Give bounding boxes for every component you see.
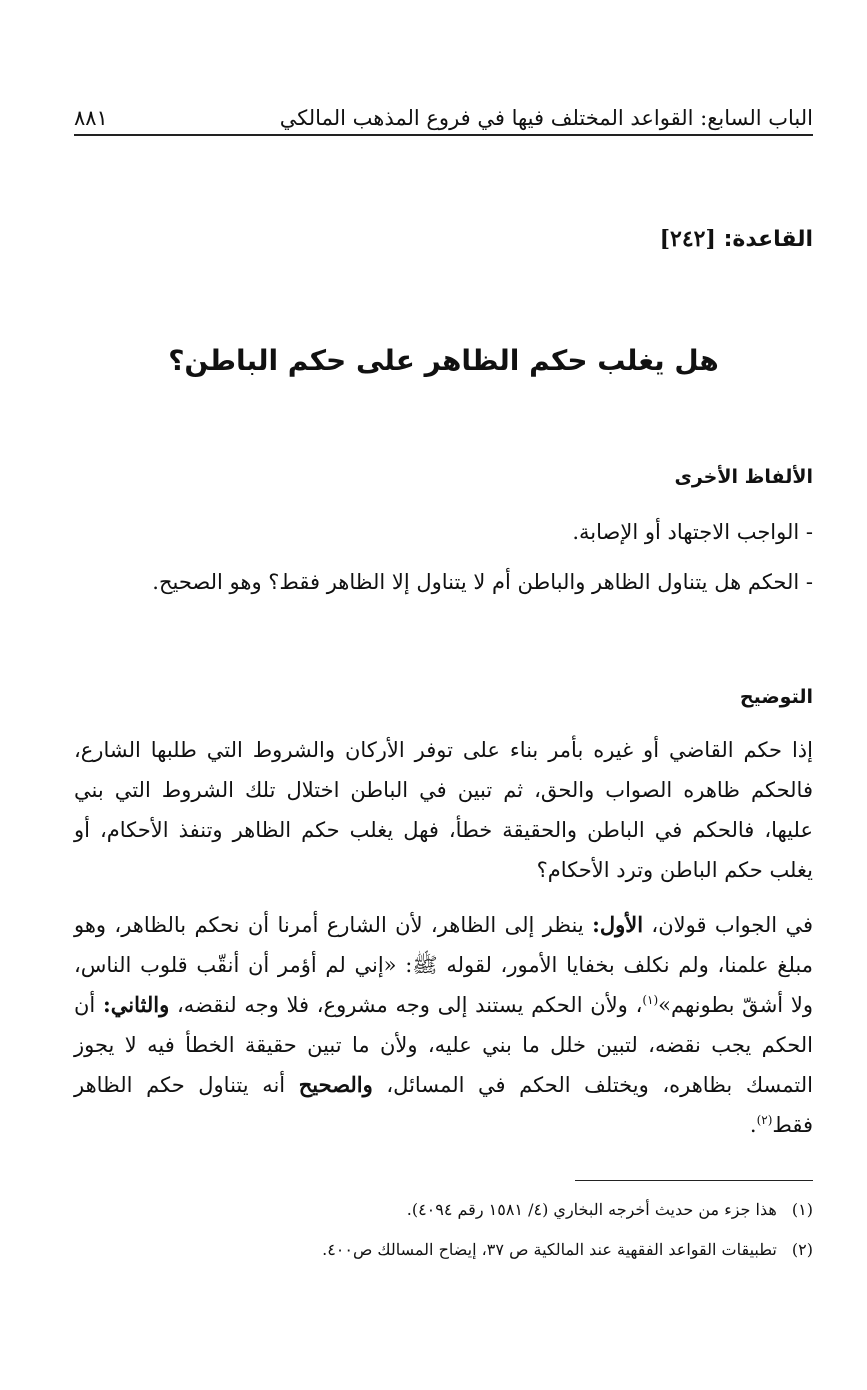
- page-title: هل يغلب حكم الظاهر على حكم الباطن؟: [168, 344, 719, 377]
- footnote-reference[interactable]: (٢): [756, 1113, 773, 1127]
- rule-number: [٢٤٢]: [659, 226, 716, 252]
- explanation-paragraph: إذا حكم القاضي أو غيره بأمر بناء على توفر الأركان والشروط التي طلبها الشارع، فالحكم ظاهره الصواب والحق، ثم تبين في الباطن اختلال تلك الشروط التي بني عليها، فالحكم في الباطن والحقيقة خطأ، فهل يغلب حكم الظاهر وتنفذ الأحكام، أو يغلب حكم الباطن وترد الأحكام؟: [74, 738, 813, 882]
- paragraph-text: ، ولأن الحكم يستند إلى وجه مشروع، فلا وجه لنقضه،: [169, 993, 643, 1017]
- list-item: - الواجب الاجتهاد أو الإصابة.: [572, 520, 813, 544]
- paragraph-text: في الجواب قولان،: [643, 913, 813, 937]
- paragraph-text: أن الحكم يجب نقضه، لتبين خلل ما بني عليه، ولأن ما تبين حقيقة الخطأ فيه لا يجوز التمسك بظاهره، ويختلف الحكم في المسائل،: [74, 993, 813, 1097]
- rule-label: القاعدة:: [723, 227, 813, 252]
- first-opinion-label: الأول:: [592, 912, 644, 937]
- list-item: - الحكم هل يتناول الظاهر والباطن أم لا يتناول إلا الظاهر فقط؟ وهو الصحيح.: [152, 570, 813, 594]
- other-wordings-heading: الألفاظ الأخرى: [674, 466, 813, 488]
- paragraph-text: ينظر إلى الظاهر، لأن الشارع أمرنا أن نحكم بالظاهر، وهو مبلغ علمنا، ولم نكلف بخفايا الأمور، لقوله ﷺ: «إني لم أؤمر أن أنقّب قلوب الناس، ولا أشقّ بطونهم»: [74, 913, 813, 1017]
- footnote-mark: (٢): [791, 1240, 813, 1259]
- footnote: [74, 1236, 813, 1264]
- paragraph-text: أنه يتناول حكم الظاهر فقط: [74, 1073, 813, 1137]
- footnote: [74, 1196, 813, 1224]
- second-opinion-label: والثاني:: [103, 992, 170, 1017]
- paragraph-text: .: [749, 1113, 757, 1137]
- running-header: [74, 96, 813, 136]
- footnote-text: هذا جزء من حديث أخرجه البخاري (٤/ ١٥٨١ رقم ٤٠٩٤).: [406, 1200, 777, 1219]
- page-number: ٨٨١: [74, 106, 108, 130]
- explanation-paragraph: [74, 905, 813, 1145]
- footnote-reference[interactable]: (١): [642, 993, 659, 1007]
- explanation-heading: التوضيح: [739, 686, 813, 708]
- correct-opinion-label: والصحيح: [298, 1072, 373, 1097]
- rule-heading: [660, 226, 813, 252]
- footnote-divider: [575, 1180, 813, 1181]
- chapter-title: الباب السابع: القواعد المختلف فيها في فروع المذهب المالكي: [279, 106, 813, 130]
- footnote-text: تطبيقات القواعد الفقهية عند المالكية ص ٣٧، إيضاح المسالك ص٤٠٠.: [322, 1240, 777, 1259]
- footnote-mark: (١): [791, 1200, 813, 1219]
